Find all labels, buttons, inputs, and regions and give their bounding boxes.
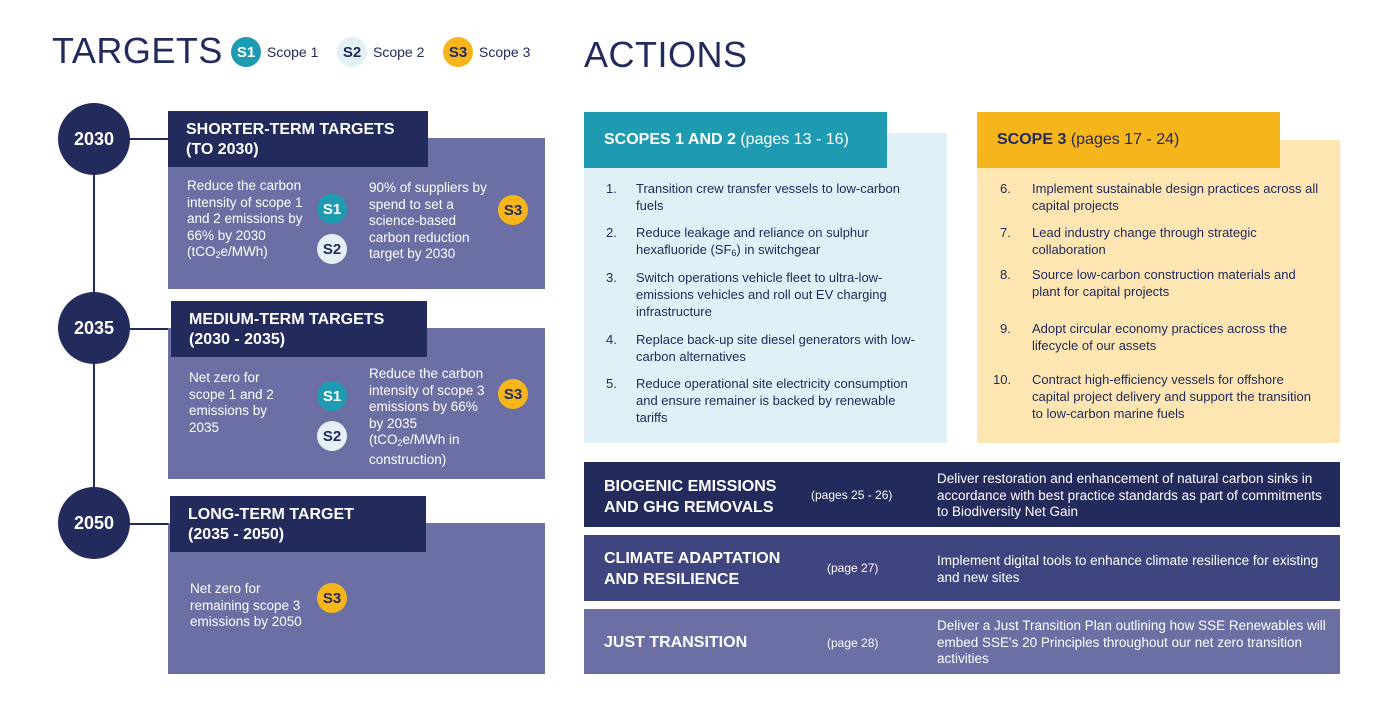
bar-title-line-1: JUST TRANSITION bbox=[604, 634, 748, 651]
bar-pages: (pages 25 - 26) bbox=[811, 488, 893, 502]
s3-badge: S3 bbox=[443, 37, 473, 67]
legend-scope-1 bbox=[231, 36, 318, 68]
target-text-end: e/MWh) bbox=[220, 244, 268, 259]
scopes-1-2-header bbox=[584, 112, 887, 168]
legend-label: Scope 2 bbox=[373, 44, 425, 60]
target-text-scope12-2035: Net zero for scope 1 and 2 emissions by 2035 bbox=[189, 370, 274, 435]
timeline-connector bbox=[128, 138, 170, 140]
item-text-part: ) in switchgear bbox=[736, 242, 821, 257]
item-number: 9. bbox=[1000, 321, 1011, 336]
bar-title-line-1: BIOGENIC EMISSIONS bbox=[604, 478, 777, 495]
subscript: 2 bbox=[215, 250, 221, 260]
item-text: Implement sustainable design practices across all capital projects bbox=[1032, 181, 1319, 213]
heading-line-2: (2030 - 2035) bbox=[189, 331, 286, 348]
item-text-part: Reduce leakage and reliance on sulphur hexafluoride (SF bbox=[636, 225, 869, 257]
bar-title bbox=[604, 476, 776, 518]
bar-title-line-2: AND GHG REMOVALS bbox=[604, 499, 774, 516]
item-text: Switch operations vehicle fleet to ultra-low-emissions vehicles and roll out EV charging infrastructure bbox=[636, 270, 887, 319]
legend-scope-2 bbox=[337, 36, 424, 68]
bar-pages: (page 27) bbox=[827, 561, 879, 575]
item-number: 8. bbox=[1000, 267, 1011, 282]
bar-description: Implement digital tools to enhance climate resilience for existing and new sites bbox=[937, 553, 1319, 585]
subscript: 2 bbox=[397, 438, 403, 448]
bar-description: Deliver a Just Transition Plan outlining how SSE Renewables will embed SSE's 20 Principles throughout our net zero transition activities bbox=[937, 618, 1326, 666]
target-heading-2030 bbox=[168, 111, 428, 167]
s3-badge: S3 bbox=[317, 583, 347, 613]
target-text-scope3-2050: Net zero for remaining scope 3 emissions by 2050 bbox=[190, 581, 302, 629]
heading-line-1: MEDIUM-TERM TARGETS bbox=[189, 311, 385, 328]
item-text: Contract high-efficiency vessels for offshore capital project delivery and support the transition to low-carbon marine fuels bbox=[1032, 372, 1311, 421]
s2-badge: S2 bbox=[317, 234, 347, 264]
item-number: 7. bbox=[1000, 225, 1011, 240]
item-text: Lead industry change through strategic collaboration bbox=[1032, 225, 1257, 257]
target-text-scope12-2030 bbox=[187, 178, 305, 264]
target-text-scope3-2030: 90% of suppliers by spend to set a science-based carbon reduction target by 2030 bbox=[369, 180, 487, 261]
item-number: 6. bbox=[1000, 181, 1011, 196]
s3-badge: S3 bbox=[498, 195, 528, 225]
item-number: 2. bbox=[606, 225, 617, 240]
s1-badge: S1 bbox=[317, 194, 347, 224]
s1-badge: S1 bbox=[231, 37, 261, 67]
bar-title bbox=[604, 548, 780, 590]
scope-3-header bbox=[977, 112, 1280, 168]
biogenic-emissions-bar bbox=[584, 462, 1340, 527]
targets-title: TARGETS bbox=[52, 30, 223, 71]
scope-title: SCOPE 3 bbox=[997, 131, 1067, 148]
bar-description: Deliver restoration and enhancement of natural carbon sinks in accordance with best practice standards as part of commitments to Biodiversity Net Gain bbox=[937, 471, 1322, 519]
item-text: Adopt circular economy practices across the lifecycle of our assets bbox=[1032, 321, 1288, 353]
s1-badge: S1 bbox=[317, 381, 347, 411]
item-number: 10. bbox=[993, 372, 1012, 387]
heading-line-1: SHORTER-TERM TARGETS bbox=[186, 121, 395, 138]
bar-title-line-2: AND RESILIENCE bbox=[604, 571, 740, 588]
heading-line-2: (TO 2030) bbox=[186, 141, 259, 158]
bar-title bbox=[604, 632, 747, 653]
item-number: 5. bbox=[606, 376, 617, 391]
scope-title: SCOPES 1 AND 2 bbox=[604, 131, 736, 148]
scope-pages: (pages 17 - 24) bbox=[1070, 131, 1180, 148]
item-text: Replace back-up site diesel generators with low-carbon alternatives bbox=[636, 332, 915, 364]
item-number: 3. bbox=[606, 270, 617, 285]
item-number: 1. bbox=[606, 181, 617, 196]
bar-title-line-1: CLIMATE ADAPTATION bbox=[604, 550, 781, 567]
timeline-connector bbox=[128, 328, 170, 330]
just-transition-bar bbox=[584, 609, 1340, 674]
actions-title: ACTIONS bbox=[584, 34, 748, 75]
legend-label: Scope 3 bbox=[479, 44, 531, 60]
target-text: Reduce the carbon intensity of scope 3 emissions by 66% by 2035 (tCO bbox=[369, 366, 485, 447]
s3-badge: S3 bbox=[498, 379, 528, 409]
heading-line-2: (2035 - 2050) bbox=[188, 526, 285, 543]
legend-label: Scope 1 bbox=[267, 44, 319, 60]
target-text: Reduce the carbon intensity of scope 1 and 2 emissions by 66% by 2030 (tCO bbox=[187, 178, 303, 259]
scope-pages: (pages 13 - 16) bbox=[740, 131, 849, 148]
item-text: Source low-carbon construction materials and plant for capital projects bbox=[1032, 267, 1296, 299]
timeline-connector bbox=[128, 523, 170, 525]
subscript: 6 bbox=[731, 248, 737, 258]
item-number: 4. bbox=[606, 332, 617, 347]
year-marker-2035: 2035 bbox=[58, 292, 130, 364]
target-text-end: e/MWh in construction) bbox=[369, 432, 460, 467]
heading-line-1: LONG-TERM TARGET bbox=[188, 506, 354, 523]
s2-badge: S2 bbox=[317, 421, 347, 451]
s2-badge: S2 bbox=[337, 37, 367, 67]
item-text bbox=[636, 224, 906, 262]
bar-pages: (page 28) bbox=[827, 636, 879, 650]
target-heading-2050 bbox=[170, 496, 426, 552]
climate-adaptation-bar bbox=[584, 535, 1340, 601]
target-heading-2035 bbox=[171, 301, 427, 357]
target-text-scope3-2035 bbox=[369, 366, 495, 468]
year-marker-2050: 2050 bbox=[58, 487, 130, 559]
year-marker-2030: 2030 bbox=[58, 103, 130, 175]
item-text: Reduce operational site electricity consumption and ensure remainer is backed by renewable tariffs bbox=[636, 376, 908, 425]
item-text: Transition crew transfer vessels to low-carbon fuels bbox=[636, 181, 900, 213]
legend-scope-3 bbox=[443, 36, 530, 68]
